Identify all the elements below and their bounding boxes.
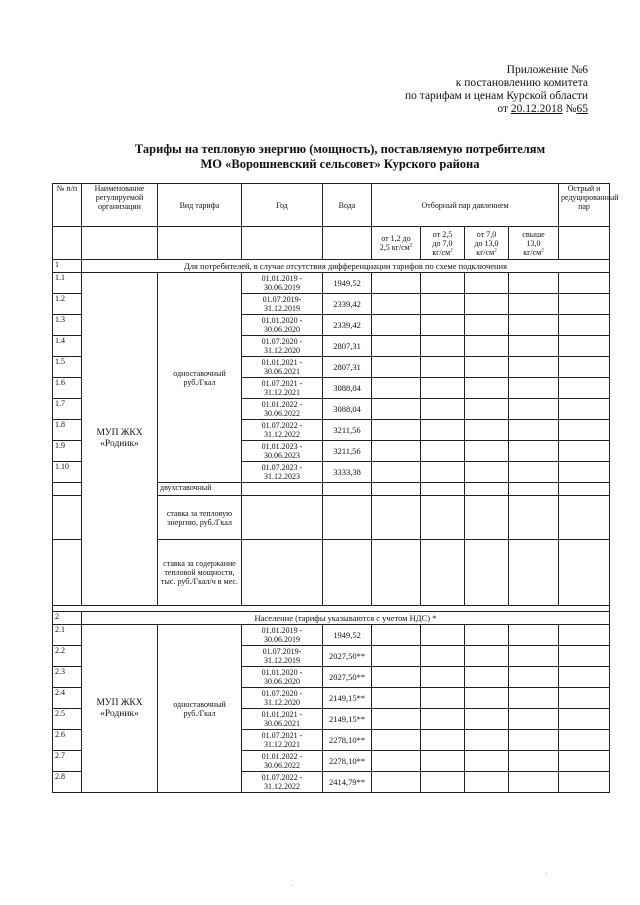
pressure-header-row bbox=[53, 227, 610, 260]
empty-cell bbox=[559, 315, 610, 336]
period bbox=[242, 772, 323, 793]
header-steam: Отборный пар давлением bbox=[372, 184, 559, 227]
empty-cell bbox=[421, 540, 465, 606]
period bbox=[242, 730, 323, 751]
water-value: 2149,15** bbox=[323, 709, 372, 730]
empty-cell bbox=[559, 336, 610, 357]
empty-cell bbox=[509, 772, 559, 793]
empty-cell bbox=[421, 336, 465, 357]
period bbox=[242, 399, 323, 420]
period bbox=[242, 751, 323, 772]
period bbox=[242, 441, 323, 462]
empty-cell bbox=[372, 378, 421, 399]
empty-cell bbox=[509, 399, 559, 420]
empty-cell bbox=[559, 709, 610, 730]
empty-cell bbox=[421, 751, 465, 772]
period bbox=[242, 420, 323, 441]
empty-cell bbox=[323, 227, 372, 260]
pressure-2-line-3: кг/см bbox=[432, 247, 451, 257]
empty-cell bbox=[559, 462, 610, 483]
period-start: 01.01.2019 - bbox=[261, 274, 303, 283]
period-start: 01.07.2020 - bbox=[261, 689, 303, 698]
period-end: 30.06.2019 bbox=[264, 283, 300, 292]
two-part-label: двухставочный bbox=[158, 483, 242, 496]
pressure-2 bbox=[421, 227, 465, 260]
empty-cell bbox=[53, 227, 82, 260]
empty-cell bbox=[372, 667, 421, 688]
water-value: 3333,38 bbox=[323, 462, 372, 483]
period bbox=[242, 315, 323, 336]
empty-cell bbox=[421, 688, 465, 709]
table-row bbox=[53, 273, 610, 294]
period bbox=[242, 688, 323, 709]
header-num: № п/п bbox=[53, 184, 82, 227]
empty-cell bbox=[509, 751, 559, 772]
pressure-4-sup: 2 bbox=[541, 247, 544, 253]
scan-mark: · bbox=[545, 870, 548, 878]
empty-cell bbox=[372, 772, 421, 793]
water-value: 2414,79** bbox=[323, 772, 372, 793]
period bbox=[242, 378, 323, 399]
pressure-3-line-2: до 13,0 bbox=[474, 238, 499, 248]
empty-cell bbox=[372, 540, 421, 606]
water-value: 2807,31 bbox=[323, 357, 372, 378]
row-num: 1.7 bbox=[53, 399, 82, 420]
period-start: 01.01.2020 - bbox=[261, 316, 303, 325]
period-end: 31.12.2019 bbox=[264, 656, 300, 665]
section-header-row bbox=[53, 612, 610, 625]
empty-cell bbox=[465, 483, 509, 496]
empty-cell bbox=[372, 688, 421, 709]
period-start: 01.01.2022 - bbox=[261, 752, 303, 761]
empty-cell bbox=[421, 294, 465, 315]
water-value: 3088,04 bbox=[323, 399, 372, 420]
appendix-number: 65 bbox=[576, 103, 588, 115]
water-value: 2149,15** bbox=[323, 688, 372, 709]
tariff-type-line-2: руб./Гкал bbox=[183, 708, 216, 718]
empty-cell bbox=[242, 496, 323, 540]
section-num: 1 bbox=[53, 260, 82, 273]
empty-cell bbox=[509, 730, 559, 751]
empty-cell bbox=[465, 688, 509, 709]
pressure-3-line-3: кг/см bbox=[476, 247, 495, 257]
water-value: 2027,50** bbox=[323, 646, 372, 667]
empty-cell bbox=[559, 772, 610, 793]
empty-cell bbox=[559, 730, 610, 751]
water-value: 2278,10** bbox=[323, 751, 372, 772]
empty-cell bbox=[559, 540, 610, 606]
period-end: 31.12.2022 bbox=[264, 782, 300, 791]
row-num: 2.5 bbox=[53, 709, 82, 730]
row-num: 2.1 bbox=[53, 625, 82, 646]
period-start: 01.07.2021 - bbox=[261, 379, 303, 388]
row-num: 2.8 bbox=[53, 772, 82, 793]
water-value: 2027,50** bbox=[323, 667, 372, 688]
empty-cell bbox=[465, 646, 509, 667]
row-num: 2.3 bbox=[53, 667, 82, 688]
water-value: 1949,52 bbox=[323, 625, 372, 646]
row-num: 1.6 bbox=[53, 378, 82, 399]
water-value: 3211,56 bbox=[323, 441, 372, 462]
period-end: 30.06.2022 bbox=[264, 409, 300, 418]
header-row bbox=[53, 184, 610, 227]
empty-cell bbox=[465, 441, 509, 462]
empty-cell bbox=[421, 496, 465, 540]
empty-cell bbox=[158, 227, 242, 260]
empty-cell bbox=[465, 378, 509, 399]
row-num: 1.10 bbox=[53, 462, 82, 483]
empty-cell bbox=[465, 709, 509, 730]
pressure-3 bbox=[465, 227, 509, 260]
empty-cell bbox=[509, 294, 559, 315]
row-num: 2.7 bbox=[53, 751, 82, 772]
empty-cell bbox=[509, 625, 559, 646]
empty-cell bbox=[559, 420, 610, 441]
empty-cell bbox=[465, 399, 509, 420]
empty-cell bbox=[421, 378, 465, 399]
period-end: 31.12.2021 bbox=[264, 740, 300, 749]
section-num: 2 bbox=[53, 612, 82, 625]
empty-cell bbox=[465, 420, 509, 441]
period-end: 30.06.2021 bbox=[264, 367, 300, 376]
row-num: 2.4 bbox=[53, 688, 82, 709]
org-name-line-1: МУП ЖКХ bbox=[96, 428, 143, 438]
empty-cell bbox=[372, 441, 421, 462]
water-value: 2339,42 bbox=[323, 315, 372, 336]
period-start: 01.07.2022 - bbox=[261, 773, 303, 782]
period bbox=[242, 336, 323, 357]
org-name bbox=[82, 625, 158, 793]
row-num: 2.2 bbox=[53, 646, 82, 667]
title-line-1: Тарифы на тепловую энергию (мощность), поставляемую потребителям bbox=[134, 142, 546, 156]
empty-cell bbox=[421, 772, 465, 793]
row-num: 1.5 bbox=[53, 357, 82, 378]
empty-cell bbox=[421, 420, 465, 441]
period-start: 01.01.2019 - bbox=[261, 626, 303, 635]
empty-cell bbox=[465, 540, 509, 606]
period-end: 31.12.2021 bbox=[264, 388, 300, 397]
period-start: 01.01.2022 - bbox=[261, 400, 303, 409]
empty-cell bbox=[372, 399, 421, 420]
pressure-4-line-2: 13,0 bbox=[526, 238, 541, 248]
empty-cell bbox=[465, 625, 509, 646]
empty-cell bbox=[372, 315, 421, 336]
empty-cell bbox=[559, 441, 610, 462]
empty-cell bbox=[465, 667, 509, 688]
empty-cell bbox=[559, 688, 610, 709]
empty-cell bbox=[323, 483, 372, 496]
period-start: 01.01.2020 - bbox=[261, 668, 303, 677]
row-num: 1.4 bbox=[53, 336, 82, 357]
empty-cell bbox=[372, 730, 421, 751]
appendix-date-line bbox=[348, 103, 588, 116]
row-num: 1.2 bbox=[53, 294, 82, 315]
row-num: 2.6 bbox=[53, 730, 82, 751]
empty-cell bbox=[465, 315, 509, 336]
empty-cell bbox=[53, 483, 82, 496]
appendix-line-2: к постановлению комитета bbox=[455, 77, 588, 89]
pressure-1-sup: 2 bbox=[409, 243, 413, 249]
empty-cell bbox=[509, 688, 559, 709]
empty-cell bbox=[323, 496, 372, 540]
empty-cell bbox=[372, 496, 421, 540]
period bbox=[242, 709, 323, 730]
empty-cell bbox=[509, 336, 559, 357]
empty-cell bbox=[559, 378, 610, 399]
empty-cell bbox=[559, 646, 610, 667]
period bbox=[242, 646, 323, 667]
empty-cell bbox=[372, 462, 421, 483]
pressure-1-line-1: от 1,2 до bbox=[381, 234, 411, 243]
period-end: 31.12.2020 bbox=[264, 698, 300, 707]
empty-cell bbox=[559, 399, 610, 420]
empty-cell bbox=[465, 462, 509, 483]
period-end: 31.12.2020 bbox=[264, 346, 300, 355]
row-num: 1.9 bbox=[53, 441, 82, 462]
water-value: 1949,52 bbox=[323, 273, 372, 294]
period-start: 01.07.2022 - bbox=[261, 421, 303, 430]
tariff-table bbox=[52, 183, 619, 793]
empty-cell bbox=[465, 772, 509, 793]
water-value: 3211,56 bbox=[323, 420, 372, 441]
pressure-4 bbox=[509, 227, 559, 260]
period-end: 31.12.2019 bbox=[264, 304, 300, 313]
tariff-type-line-1: одноставочный bbox=[173, 699, 226, 709]
empty-cell bbox=[509, 441, 559, 462]
rate-capacity-label: ставка за содержание тепловой мощности, тыс. руб./Гкал/ч в мес. bbox=[158, 540, 242, 606]
period-end: 30.06.2020 bbox=[264, 677, 300, 686]
header-org: Наименование регулируемой организации bbox=[82, 184, 158, 227]
period bbox=[242, 667, 323, 688]
org-name-line-2: «Родник» bbox=[100, 708, 139, 719]
period-end: 30.06.2021 bbox=[264, 719, 300, 728]
pressure-1 bbox=[372, 227, 421, 260]
appendix-date: 20.12.2018 bbox=[510, 103, 563, 115]
section-label: Для потребителей, в случае отсутствия дифференциации тарифов по схеме подключения bbox=[82, 260, 610, 273]
pressure-3-sup: 2 bbox=[494, 247, 497, 253]
header-water: Вода bbox=[323, 184, 372, 227]
header-sharp-steam: Острый и редуцированный пар bbox=[559, 184, 610, 227]
appendix-number-sign: № bbox=[565, 103, 577, 115]
empty-cell bbox=[421, 730, 465, 751]
section-header-row bbox=[53, 260, 610, 273]
water-value: 2807,31 bbox=[323, 336, 372, 357]
empty-cell bbox=[509, 646, 559, 667]
empty-cell bbox=[465, 357, 509, 378]
empty-cell bbox=[559, 273, 610, 294]
empty-cell bbox=[53, 496, 82, 540]
water-value: 2339,42 bbox=[323, 294, 372, 315]
empty-cell bbox=[509, 483, 559, 496]
pressure-4-line-3: кг/см bbox=[523, 247, 542, 257]
empty-cell bbox=[53, 540, 82, 606]
appendix-header bbox=[348, 64, 588, 116]
period-end: 31.12.2023 bbox=[264, 472, 300, 481]
empty-cell bbox=[559, 496, 610, 540]
period-end: 30.06.2019 bbox=[264, 635, 300, 644]
empty-cell bbox=[559, 227, 610, 260]
tariff-type-line-2: руб./Гкал bbox=[183, 377, 216, 387]
empty-cell bbox=[509, 273, 559, 294]
empty-cell bbox=[509, 496, 559, 540]
empty-cell bbox=[559, 483, 610, 496]
empty-cell bbox=[372, 357, 421, 378]
period bbox=[242, 273, 323, 294]
empty-cell bbox=[421, 441, 465, 462]
empty-cell bbox=[421, 399, 465, 420]
pressure-2-sup: 2 bbox=[450, 247, 453, 253]
empty-cell bbox=[372, 483, 421, 496]
period-start: 01.01.2021 - bbox=[261, 710, 303, 719]
empty-cell bbox=[465, 751, 509, 772]
empty-cell bbox=[372, 294, 421, 315]
period-start: 01.07.2023 - bbox=[261, 463, 303, 472]
row-num: 1.1 bbox=[53, 273, 82, 294]
empty-cell bbox=[372, 625, 421, 646]
pressure-3-line-1: от 7,0 bbox=[476, 229, 497, 239]
header-type: Вид тарифа bbox=[158, 184, 242, 227]
empty-cell bbox=[372, 336, 421, 357]
pressure-1-line-2: 2,5 кг/см bbox=[379, 243, 410, 252]
empty-cell bbox=[372, 420, 421, 441]
period-end: 30.06.2020 bbox=[264, 325, 300, 334]
period-end: 31.12.2022 bbox=[264, 430, 300, 439]
water-value: 2278,10** bbox=[323, 730, 372, 751]
period-start: 01.07.2019- bbox=[262, 295, 302, 304]
empty-cell bbox=[372, 646, 421, 667]
empty-cell bbox=[421, 315, 465, 336]
org-name-line-2: «Родник» bbox=[100, 439, 139, 449]
empty-cell bbox=[509, 709, 559, 730]
empty-cell bbox=[509, 462, 559, 483]
empty-cell bbox=[465, 294, 509, 315]
empty-cell bbox=[421, 462, 465, 483]
empty-cell bbox=[509, 315, 559, 336]
empty-cell bbox=[421, 625, 465, 646]
empty-cell bbox=[421, 709, 465, 730]
row-num: 1.8 bbox=[53, 420, 82, 441]
tariff-type-line-1: одноставочный bbox=[173, 368, 226, 378]
table-row bbox=[53, 625, 610, 646]
empty-cell bbox=[559, 751, 610, 772]
empty-cell bbox=[421, 357, 465, 378]
empty-cell bbox=[509, 540, 559, 606]
empty-cell bbox=[421, 646, 465, 667]
period bbox=[242, 625, 323, 646]
period-start: 01.07.2020 - bbox=[261, 337, 303, 346]
empty-cell bbox=[372, 751, 421, 772]
empty-cell bbox=[323, 540, 372, 606]
row-num: 1.3 bbox=[53, 315, 82, 336]
empty-cell bbox=[465, 273, 509, 294]
header-year: Год bbox=[242, 184, 323, 227]
empty-cell bbox=[509, 420, 559, 441]
document-title bbox=[60, 142, 620, 172]
empty-cell bbox=[372, 709, 421, 730]
period-start: 01.01.2023 - bbox=[261, 442, 303, 451]
empty-cell bbox=[421, 483, 465, 496]
org-name bbox=[82, 273, 158, 606]
empty-cell bbox=[465, 730, 509, 751]
period-start: 01.07.2021 - bbox=[261, 731, 303, 740]
tariff-type bbox=[158, 625, 242, 793]
empty-cell bbox=[372, 273, 421, 294]
org-name-line-1: МУП ЖКХ bbox=[96, 697, 143, 708]
section-label: Население (тарифы указываются с учетом НДС) * bbox=[82, 612, 610, 625]
empty-cell bbox=[509, 378, 559, 399]
rate-energy-label: ставка за тепловую энергию, руб./Гкал bbox=[158, 496, 242, 540]
empty-cell bbox=[509, 357, 559, 378]
appendix-title: Приложение №6 bbox=[506, 64, 588, 76]
empty-cell bbox=[559, 667, 610, 688]
empty-cell bbox=[421, 667, 465, 688]
appendix-line-3: по тарифам и ценам Курской области bbox=[405, 90, 588, 102]
empty-cell bbox=[559, 357, 610, 378]
empty-cell bbox=[242, 540, 323, 606]
empty-cell bbox=[559, 294, 610, 315]
scan-mark: · bbox=[290, 882, 293, 890]
empty-cell bbox=[559, 625, 610, 646]
tariff-type bbox=[158, 273, 242, 483]
period bbox=[242, 462, 323, 483]
period bbox=[242, 357, 323, 378]
empty-cell bbox=[465, 336, 509, 357]
period-start: 01.01.2021 - bbox=[261, 358, 303, 367]
empty-cell bbox=[465, 496, 509, 540]
pressure-2-line-1: от 2,5 bbox=[432, 229, 453, 239]
period-start: 01.07.2019- bbox=[262, 647, 302, 656]
empty-cell bbox=[421, 273, 465, 294]
empty-cell bbox=[509, 667, 559, 688]
period bbox=[242, 294, 323, 315]
empty-cell bbox=[242, 227, 323, 260]
title-line-2: МО «Ворошневский сельсовет» Курского района bbox=[200, 157, 480, 171]
pressure-4-line-1: свыше bbox=[522, 229, 545, 239]
water-value: 3088,04 bbox=[323, 378, 372, 399]
empty-cell bbox=[242, 483, 323, 496]
period-end: 30.06.2022 bbox=[264, 761, 300, 770]
appendix-date-prefix: от bbox=[497, 103, 511, 115]
pressure-2-line-2: до 7,0 bbox=[432, 238, 453, 248]
period-end: 30.06.2023 bbox=[264, 451, 300, 460]
empty-cell bbox=[82, 227, 158, 260]
